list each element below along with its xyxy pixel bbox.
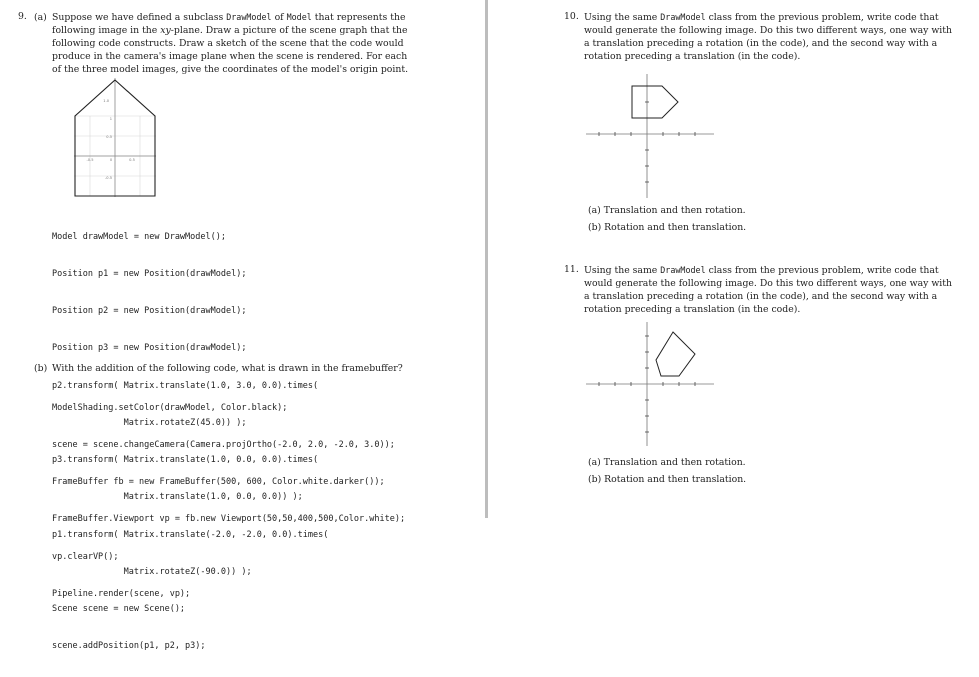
label-y-neg-0-5: -0.5	[104, 176, 112, 180]
code-line: Model drawModel = new DrawModel();	[52, 231, 226, 242]
column-divider	[485, 0, 488, 518]
part-b-text: With the addition of the following code, what is drawn in the framebuffer?	[52, 363, 403, 374]
code-line: Scene scene = new Scene();	[52, 604, 186, 614]
problem-9-intro-line-3: following code constructs. Draw a sketch of the scene that the code would	[52, 38, 404, 49]
problem-10-figure	[582, 72, 718, 200]
code-line: scene = scene.changeCamera(Camera.projOrtho(-2.0, 2.0, -2.0, 3.0));	[52, 440, 395, 451]
code-line: Pipeline.render(scene, vp);	[52, 588, 191, 599]
label-origin: 0	[109, 158, 113, 162]
problem-9-intro-line-2: following image in the xy-plane. Draw a picture of the scene graph that the	[52, 25, 408, 36]
model-figure	[60, 76, 170, 202]
problem-9-intro-line-1: Suppose we have defined a subclass DrawModel of Model that represents the	[52, 12, 406, 23]
code-line: p1.transform( Matrix.translate(-2.0, -2.0, 0.0).times(	[52, 529, 329, 540]
label-x-neg-0-5: -0.5	[86, 158, 94, 162]
problem-10-line-1: Using the same DrawModel class from the previous problem, write code that	[584, 12, 939, 23]
rotated-house-shape	[632, 86, 678, 118]
problem-11-option-a: (a) Translation and then rotation.	[588, 457, 746, 468]
code-line: Matrix.rotateZ(45.0)) );	[52, 417, 247, 428]
code-line: Position p3 = new Position(drawModel);	[52, 343, 247, 354]
problem-11-line-2: would generate the following image. Do this two different ways, one way with	[584, 278, 952, 289]
problem-10-option-b: (b) Rotation and then translation.	[588, 222, 747, 233]
part-a-label: (a)	[34, 12, 47, 23]
code-line: Position p2 = new Position(drawModel);	[52, 306, 247, 317]
problem-9	[0, 0, 483, 652]
problem-10-option-a: (a) Translation and then rotation.	[588, 205, 746, 216]
problem-9-intro-line-5: of the three model images, give the coordinates of the model's origin point.	[52, 64, 409, 75]
code-line: p2.transform( Matrix.translate(1.0, 3.0, 0.0).times(	[52, 380, 319, 391]
code-line: p3.transform( Matrix.translate(1.0, 0.0, 0.0).times(	[52, 455, 319, 466]
problem-11-line-3: a translation preceding a rotation (in the code), and the second way with a	[584, 291, 938, 302]
problem-11-line-4: rotation preceding a translation (in the code).	[584, 304, 801, 315]
code-line: FrameBuffer.Viewport vp = fb.new Viewport(50,50,400,500,Color.white);	[52, 514, 406, 525]
part-b-label: (b)	[34, 363, 48, 374]
code-line: Matrix.translate(1.0, 0.0, 0.0)) );	[52, 492, 303, 503]
problem-11-figure	[582, 320, 718, 448]
right-column	[490, 0, 979, 518]
label-y-0-5: 0.5	[106, 135, 112, 139]
problem-10-line-3: a translation preceding a rotation (in the code), and the second way with a	[584, 38, 938, 49]
code-line: vp.clearVP();	[52, 551, 119, 562]
label-y-1: 1	[109, 117, 112, 121]
code-line: Position p1 = new Position(drawModel);	[52, 269, 247, 280]
code-line: FrameBuffer fb = new FrameBuffer(500, 600, Color.white.darker());	[52, 477, 385, 488]
label-x-0-5: 0.5	[129, 158, 135, 162]
code-line: scene.addPosition(p1, p2, p3);	[52, 641, 206, 652]
problem-11-line-1: Using the same DrawModel class from the previous problem, write code that	[584, 265, 939, 276]
problem-10-line-4: rotation preceding a translation (in the code).	[584, 51, 801, 62]
problem-9-number: 9.	[18, 11, 27, 22]
problem-10-number: 10.	[564, 11, 579, 22]
code-block-b	[52, 377, 405, 625]
problem-10-line-2: would generate the following image. Do this two different ways, one way with	[584, 25, 952, 36]
problem-11-number: 11.	[564, 264, 579, 275]
rotated-house-shape	[656, 332, 695, 376]
problem-11-option-b: (b) Rotation and then translation.	[588, 474, 747, 485]
problem-9-intro-line-4: produce in the camera's image plane when the scene is rendered. For each	[52, 51, 408, 62]
code-line: Matrix.rotateZ(-90.0)) );	[52, 566, 252, 577]
label-y-1-0: 1.0	[103, 99, 109, 103]
code-line: ModelShading.setColor(drawModel, Color.black);	[52, 402, 288, 413]
